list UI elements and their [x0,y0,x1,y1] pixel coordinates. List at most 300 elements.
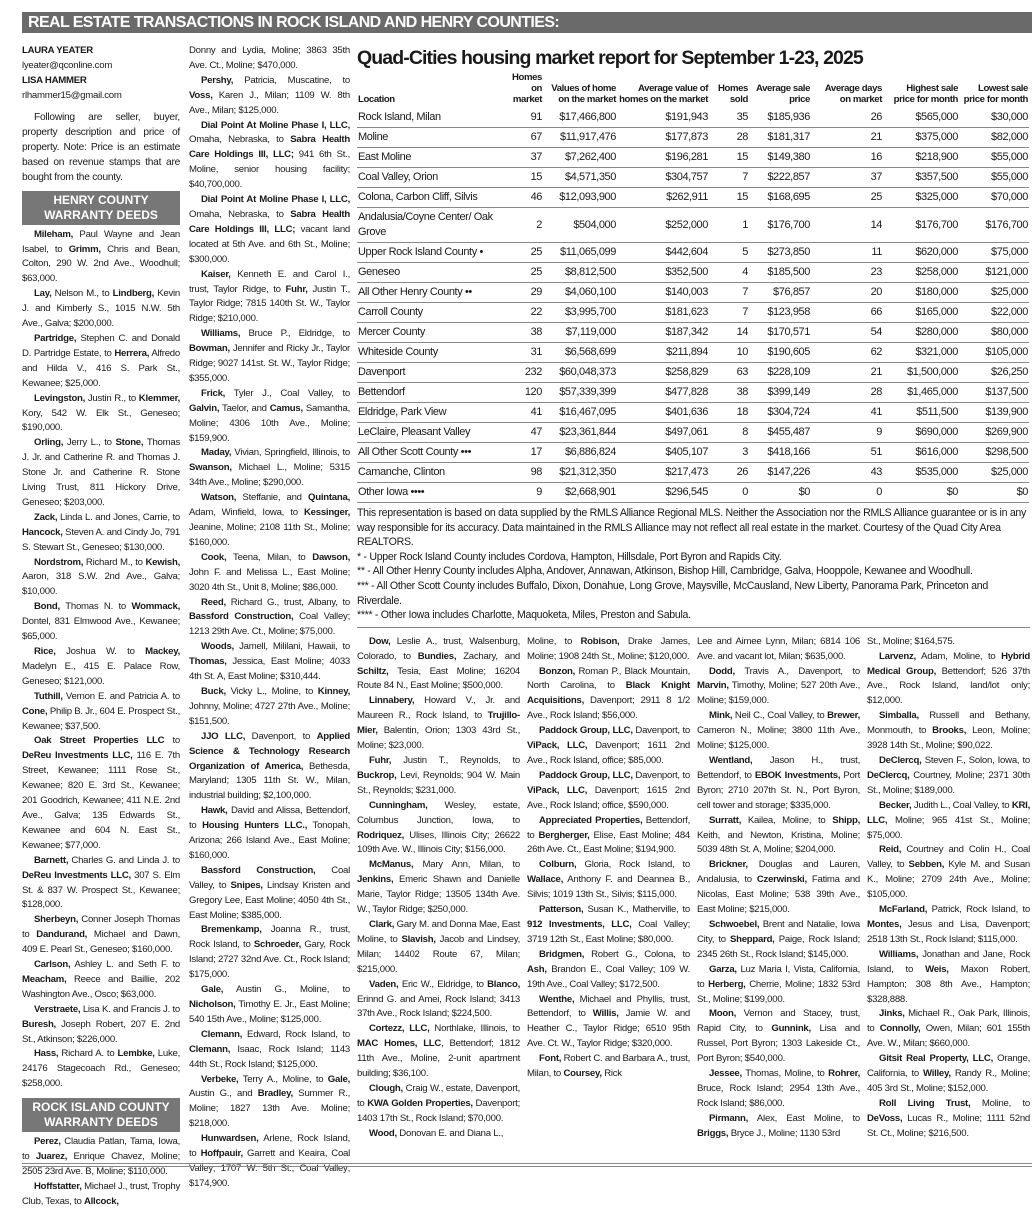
deed-details: Edward, Rock Island, to [242,1028,350,1040]
deed-details: Randy R., Moline; 405 3rd St., Moline; $152,000. [867,1068,1030,1094]
value-cell: $477,828 [617,383,709,403]
value-cell: $26,250 [959,363,1029,383]
table-row [357,403,1029,423]
deed-details: Alfredo and Hilda V., 416 S. Park St., Kewanee; $25,000. [22,347,180,389]
table-row [357,243,1029,263]
value-cell: 25 [503,243,543,263]
party-name: Wenthe, [539,993,575,1005]
deed-details: Paul Wayne and Jean Isabel, to [22,228,180,255]
party-name: Kaiser, [201,268,231,280]
party-name: Dial Point At Moline Phase I, LLC, [201,119,350,131]
deed-details: Linda L. and Jones, Carrie, to [57,511,180,523]
value-cell: 23 [811,263,883,283]
party-name: Dial Point At Moline Phase I, LLC, [201,194,350,206]
value-cell: $3,995,700 [543,303,617,323]
deed-details: 941 6th St., Moline, senior housing facility; $40,700,000. [189,149,350,191]
location-cell: Upper Rock Island County • [357,243,503,263]
party-name: Gale, [201,984,224,996]
deed-entry [697,963,860,1008]
deed-details: Omaha, Nebraska, to [189,208,291,220]
party-name: Herberg, [708,978,746,990]
value-cell: $1,465,000 [883,383,959,403]
value-cell: 35 [709,108,749,128]
value-cell: $82,000 [959,128,1029,148]
party-name: Slavish, [401,933,436,945]
deed-details: Bryce J., Moline; 1130 53rd [728,1127,841,1139]
deed-entry [697,1112,860,1142]
party-name: Woods, [201,641,234,653]
deed-details: Susan K., Matherville, to [583,904,690,916]
deed-entry [189,640,350,685]
value-cell: 16 [811,148,883,168]
party-name: Montes, [867,918,902,930]
deed-entry [189,1073,350,1133]
lower-columns [357,635,1030,1142]
value-cell: 29 [503,283,543,303]
value-cell: 38 [709,383,749,403]
party-name: Kewish, [145,556,180,568]
deed-entry [189,1028,350,1073]
party-name: Bergherger, [538,829,590,841]
deed-entry [189,685,350,730]
party-name: Gitsit Real Property, LLC, [879,1053,993,1065]
location-cell: Mercer County [357,323,503,343]
deed-details: Joanna R., trust, Rock Island, to [189,924,350,951]
value-cell: $165,000 [883,303,959,323]
deed-entry [22,690,180,735]
deed-details: Roman P., Black Mountain, North Carolina, to [527,665,690,692]
section-header-henry: HENRY COUNTY WARRANTY DEEDS [22,191,180,225]
value-cell: $620,000 [883,243,959,263]
deed-details: Thomas J. Jr. and Catherine R. and Thomas J. Stone Jr. and Catherine R. Stone Living Trust, 811 Hickory Drive, Geneseo; $203,000. [22,437,180,508]
party-name: 912 Investments, LLC, [527,918,632,930]
party-name: Cone, [22,705,48,717]
bottom-rule [22,1163,1032,1167]
party-name: Hunwardsen, [201,1133,259,1145]
party-name: Trujillo-Mier, [357,710,520,737]
party-name: Wentland, [709,755,753,766]
deed-entry [867,903,1030,948]
value-cell: 25 [811,188,883,208]
party-name: Barnett, [34,854,69,866]
location-cell: Colona, Carbon Cliff, Silvis [357,188,503,208]
deed-details: Michael R., Oak Park, Illinois, to [867,1008,1030,1035]
deed-details: Russell and Bethany, Monmouth, to [867,710,1030,737]
party-name: Oak Street Properties LLC [34,735,165,747]
value-cell: 120 [503,383,543,403]
party-name: Larvenz, [879,650,916,662]
value-cell: $455,487 [749,423,811,443]
party-name: Sherbeyn, [34,914,79,926]
deed-details: Balentin, Orion; 1303 43rd St., Moline; $23,000. [357,725,520,752]
deed-details: Samantha, Moline; 4306 10th Ave., Moline; $159,900. [189,402,350,444]
party-name: Becker, [879,799,912,811]
party-name: Marvin, [697,680,729,692]
deed-details: Charles G. and Linda J. to [68,854,180,866]
deed-details: Moline; 965 41st St., Moline; $75,000. [867,814,1030,841]
deed-details: Madelyn E., 415 E. Palace Row, Geneseo; $121,000. [22,660,180,687]
value-cell: $187,342 [617,323,709,343]
party-name: Paddock Group, LLC, [539,769,633,781]
deed-entry [527,769,690,814]
party-name: Clark, [369,918,395,930]
deed-details: to [164,735,180,747]
party-name: McFarland, [879,904,928,916]
value-cell: $11,917,476 [543,128,617,148]
table-row [357,168,1029,188]
value-cell: $57,339,399 [543,383,617,403]
value-cell: $140,003 [617,283,709,303]
value-cell: $252,000 [617,208,709,243]
deed-details: Summer R., Moline; 1827 13th Ave. Moline; $218,000. [189,1088,350,1130]
deed-details: Paige, Rock Island; 2345 26th St., Rock Island; $145,000. [697,933,860,960]
value-cell: $8,812,500 [543,263,617,283]
value-cell: 7 [709,283,749,303]
deed-details: Cherrie, Moline; 1832 53rd St., Moline; $199,000. [697,978,860,1005]
deed-details: Ulises, Illinois City; 26622 109th Ave. W., Illinois City; $156,000. [357,829,520,856]
deed-entry [22,436,180,511]
party-name: Moon, [709,1008,736,1020]
value-cell: $4,060,100 [543,283,617,303]
value-cell: $6,886,824 [543,443,617,463]
location-cell: Camanche, Clinton [357,463,503,483]
table-row [357,383,1029,403]
footnote: **** - Other Iowa includes Charlotte, Maquoketa, Miles, Preston and Sabula. [357,609,691,622]
henry-deeds-list [22,228,180,1093]
party-name: KWA Golden Properties, [367,1097,473,1109]
table-row [357,443,1029,463]
value-cell: 21 [811,363,883,383]
party-name: Zack, [34,511,58,523]
deed-entry [22,1003,180,1048]
party-name: Kinney, [317,685,350,697]
deed-details: Keith, and Newton, Kristina, Moline; 5039 48th St. A, Moline; $204,000. [697,829,860,856]
table-row [357,363,1029,383]
rock-island-deeds-list [697,635,860,1142]
party-name: Lembke, [117,1048,155,1060]
deed-details: Terry A., Moline, to [238,1073,328,1085]
party-name: Rohrer, [828,1068,860,1080]
deed-entry [867,1007,1030,1052]
deed-details: Gary M. and Donna Mae, East Moline, to [357,918,520,945]
party-name: Bond, [34,601,60,613]
deed-entry [527,858,690,903]
value-cell: $176,700 [749,208,811,243]
deed-details: Robert C. and Barbara A., trust, Milan, to [527,1053,690,1080]
deed-details: Mary Ann, Milan, to [413,859,520,871]
value-cell: $405,107 [617,443,709,463]
value-cell: $269,900 [959,423,1029,443]
value-cell: $190,605 [749,343,811,363]
party-name: Sabra Health Care Holdings III, LLC; [189,134,350,161]
deed-entry [527,724,690,769]
deed-entry [189,491,350,551]
location-cell: Andalusia/Coyne Center/ Oak Grove [357,208,503,243]
party-name: Willis, [592,1008,619,1020]
value-cell: $497,061 [617,423,709,443]
party-name: DeReu Investments LLC, [22,869,131,881]
party-name: Verbeke, [201,1073,239,1085]
deed-entry [697,754,860,814]
deed-entry [697,858,860,918]
party-name: Vaden, [369,978,399,990]
deed-entry [357,1082,520,1127]
deed-details: Omaha, Nebraska, to [189,134,291,146]
deed-entry [22,1047,180,1092]
deed-details: Joseph Robert, 207 E. 2nd St., Atkinson; $226,000. [22,1018,180,1045]
location-cell: East Moline [357,148,503,168]
party-name: Weis, [925,963,949,975]
value-cell: $176,700 [883,208,959,243]
deed-details: Adam, Winfield, Iowa, to [189,507,304,519]
party-name: Perez, [34,1136,61,1148]
value-cell: 22 [503,303,543,323]
value-cell: 7 [709,303,749,323]
deed-details: Davenport, to [245,730,317,742]
rock-island-deeds-list [189,44,350,1192]
deed-details: Courtney, Moline; 2371 30th St., Moline; $189,000. [867,769,1030,796]
deed-details: Jessica, East Moline; 4033 4th St. A, East Moline; $310,444. [189,656,350,683]
deed-details: Austin G., Moline, to [223,984,350,996]
market-footnotes [357,506,1030,623]
location-cell: Rock Island, Milan [357,108,503,128]
deed-details: Lisa K. and Francis J. to [80,1003,180,1015]
deed-details: Owen, Milan; 601 155th Ave. W., Milan; $660,000. [867,1023,1030,1050]
value-cell: $616,000 [883,443,959,463]
value-cell: 0 [811,483,883,503]
location-cell: All Other Henry County •• [357,283,503,303]
deed-details: Jeanine, Moline; 2108 11th St., Moline; $160,000. [189,522,350,548]
value-cell: $147,226 [749,463,811,483]
deed-details: Vicky L., Moline, to [225,685,318,697]
deed-details: Emeric Shawn and Danielle Marie, Taylor Ridge; 13505 134th Ave. W., Taylor Ridge; $250,000. [357,874,520,916]
deed-details: Kory, 542 W. Elk St., Geneseo; $190,000. [22,407,180,434]
location-cell: Other Iowa •••• [357,483,503,503]
deed-details: Moline, to [527,635,581,647]
byline-email: lyeater@qconline.com [22,59,113,71]
deed-details: Brandon E., Coal Valley; 109 W. 19th Ave., Coal Valley; $172,500. [527,963,690,990]
market-table [357,70,1029,503]
deed-details: Chris and Bean, Colton, 290 W. 2nd Ave., Woodhull; $63,000. [22,243,180,285]
deed-entry [22,645,180,690]
party-name: Clemann, [189,1043,231,1055]
deed-details: Lee and Aimee Lynn, Milan; 6814 106 Ave. and vacant lot, Milan; $635,000. [697,635,860,662]
value-cell: $16,467,095 [543,403,617,423]
party-name: Williams, [201,328,241,340]
value-cell: $22,000 [959,303,1029,323]
party-name: McManus, [369,859,414,871]
value-cell: $7,262,400 [543,148,617,168]
column-header: Homes on market [512,72,542,105]
party-name: Colburn, [539,859,577,871]
deed-entry [22,600,180,645]
deed-details: Kenneth E. and Carol I., trust, Taylor Ridge, to [189,268,350,295]
deed-details: Jesus and Lisa, Davenport; 2518 13th St., Rock Island; $115,000. [867,918,1030,945]
location-cell: Whiteside County [357,343,503,363]
value-cell: $196,281 [617,148,709,168]
table-row [357,323,1029,343]
byline-name: LAURA YEATER [22,45,93,56]
party-name: Bridgmen, [539,948,585,960]
party-name: MAC Homes, LLC [357,1038,442,1050]
value-cell: $4,571,350 [543,168,617,188]
deed-details: Michael and Dawn, 409 E. Pearl St., Geneseo; $160,000. [22,929,180,956]
deed-details: Drake James, Moline; 1908 24th St., Moline; $120,000. [527,635,690,662]
location-cell: All Other Scott County ••• [357,443,503,463]
party-name: Hancock, [22,526,63,538]
party-name: Shipp, [832,814,860,826]
deed-details: Stephen C. and Donald D. Partridge Estate, to [22,332,180,359]
party-name: Jenkins, [357,874,394,886]
party-name: Mackey, [145,646,180,657]
party-name: Clemann, [201,1028,243,1040]
deed-details: Judith L., Coal Valley, to [911,799,1012,811]
deed-details: Patrick, Rock Island, to [927,904,1030,916]
deed-details: Luke, 24176 Stagecoach Rd., Geneseo; $258,000. [22,1048,180,1090]
value-cell: $375,000 [883,128,959,148]
byline-email: rlhammer15@gmail.com [22,89,122,101]
party-name: Kessinger, [303,507,350,519]
deed-entry [22,913,180,958]
deed-details: Bruce P., Eldridge, to [240,328,350,340]
party-name: Applied Science & Technology Research Organization of America, [189,730,350,772]
value-cell: $504,000 [543,208,617,243]
deed-entry [527,948,690,993]
deed-entry [357,754,520,799]
deed-details: Vernon and Stacey, trust, Rapid City, to [697,1008,860,1035]
deed-details: Conner Joseph Thomas to [22,914,180,941]
party-name: Bremenkamp, [201,924,262,936]
value-cell: $1,500,000 [883,363,959,383]
deed-details: Travis A., Davenport, to [734,665,860,677]
deed-details: Leon, Moline; 3928 14th St., Moline; $90,022. [867,725,1031,752]
deed-entry [22,1180,180,1210]
party-name: Wommack, [131,601,180,613]
value-cell: $258,829 [617,363,709,383]
deed-details: Steven F., Solon, Iowa, to [921,755,1030,766]
location-cell: Bettendorf [357,383,503,403]
table-row [357,423,1029,443]
party-name: Fuhr, [369,755,392,766]
value-cell: $222,857 [749,168,811,188]
column-header: Location [358,94,395,105]
market-report-title: Quad-Cities housing market report for September 1-23, 2025 [357,47,863,69]
value-cell: $218,900 [883,148,959,168]
column-header: Homes sold [718,83,748,105]
deed-details: Davenport; 1403 17th St., Rock Island; $70,000. [357,1097,520,1124]
deed-details: Nelson M., to [51,288,113,300]
value-cell: $352,500 [617,263,709,283]
value-cell: 20 [811,283,883,303]
column-header: Average sale price [755,83,810,105]
value-cell: $123,958 [749,303,811,323]
value-cell: $298,500 [959,443,1029,463]
deed-details: Reece and Baillie, 202 Washington Ave., Osco; $63,000. [22,973,180,1000]
value-cell: 26 [811,108,883,128]
deed-details: Lisa and Russel, Port Byron; 1303 Lakeside Ct., Port Byron; $540,000. [697,1023,860,1065]
party-name: Bowman, [189,343,230,355]
location-cell: Carroll County [357,303,503,323]
value-cell: 26 [709,463,749,483]
deed-details: 307 S. Elm St. & 837 W. Prospect St., Kewanee; $128,000. [22,869,180,911]
deed-details: Davenport; 2911 8 1/2 Ave., Rock Island; $56,000. [527,695,690,722]
deed-details: Aaron, 318 S.W. 2nd Ave., Galva; $10,000. [22,571,180,598]
party-name: Fuhr, [285,283,308,295]
deed-details: Tonopah, Arizona; 266 Island Ave., East Moline; $160,000. [189,820,350,861]
table-row [357,343,1029,363]
value-cell: $273,850 [749,243,811,263]
deed-entry [22,228,180,288]
deed-details: Jacob and Lindsey, Milan; 14402 Route 67, Milan; $215,000. [357,933,520,975]
party-name: Pirmann, [709,1112,749,1124]
deed-entry [527,814,690,859]
value-cell: $70,000 [959,188,1029,208]
deed-details: Davenport, to [632,725,690,737]
table-row [357,188,1029,208]
value-cell: 9 [811,423,883,443]
party-name: Sebben, [908,859,945,871]
deed-details: Northlake, Illinois, to [429,1023,521,1035]
party-name: Robison, [580,635,620,647]
deed-entry [189,387,350,447]
party-name: Gunnink, [771,1023,811,1035]
value-cell: $442,604 [617,243,709,263]
deed-details: Timothy, Moline; 527 20th Ave., Moline; $159,000. [697,680,860,707]
deed-entry [189,923,350,983]
deed-details: Karen J., Milan; 1109 W. 8th Ave., Milan; $125,000. [189,89,350,116]
deed-details: Kailea, Moline, to [741,814,833,826]
deed-details: Coal Valley; 3719 12th St., East Moline; $80,000. [527,918,690,945]
party-name: Hass, [34,1048,59,1060]
party-name: Coursey, [563,1068,602,1080]
party-name: Brewer, [827,710,860,722]
party-name: Clough, [369,1082,403,1094]
value-cell: $137,500 [959,383,1029,403]
value-cell: 41 [503,403,543,423]
deed-entry [189,596,350,641]
deed-details: Justin T., Taylor Ridge; 7815 140th St. W., Taylor Ridge; $210,000. [189,283,350,325]
deed-details: Elise, East Moline; 484 26th Ave. Ct., East Moline; $194,900. [527,829,690,856]
location-cell: Eldridge, Park View [357,403,503,423]
deed-entry [357,858,520,918]
party-name: Appreciated Properties, [539,814,643,826]
deed-entry [22,734,180,853]
value-cell: $304,724 [749,403,811,423]
value-cell: $2,668,901 [543,483,617,503]
value-cell: $17,466,800 [543,108,617,128]
value-cell: $258,000 [883,263,959,283]
deed-details: Jamie W. and Heather C., Taylor Ridge; 6510 95th Ave. Ct. W., Taylor Ridge; $320,000. [527,1008,690,1050]
footnote: * - Upper Rock Island County includes Cordova, Hampton, Hillsdale, Port Byron and Rapids City. [357,550,782,563]
party-name: Patterson, [539,904,584,916]
party-name: Hoffstatter, [34,1180,82,1192]
deed-entry [357,799,520,859]
party-name: Briggs, [697,1127,729,1139]
party-name: Brickner, [709,859,748,871]
deed-details: Fatima and Nicolas, East Moline; 538 39th Ave., East Moline; $215,000. [697,874,860,916]
value-cell: 4 [709,263,749,283]
deed-details: Davenport; 1615 2nd Ave., Rock Island; office, $590,000. [527,784,690,811]
party-name: Pershy, [201,74,234,86]
deed-details: Port Byron; 2710 207th St. N., Port Byron, cell tower and storage; $335,000. [697,769,860,811]
party-name: Rodriquez, [357,829,405,841]
deed-details: Jerry L., to [63,437,116,449]
deed-entry [697,1067,860,1112]
party-name: Schroeder, [253,939,301,951]
value-cell: 67 [503,128,543,148]
party-name: Carlson, [34,959,71,971]
byline-name: LISA HAMMER [22,74,87,86]
